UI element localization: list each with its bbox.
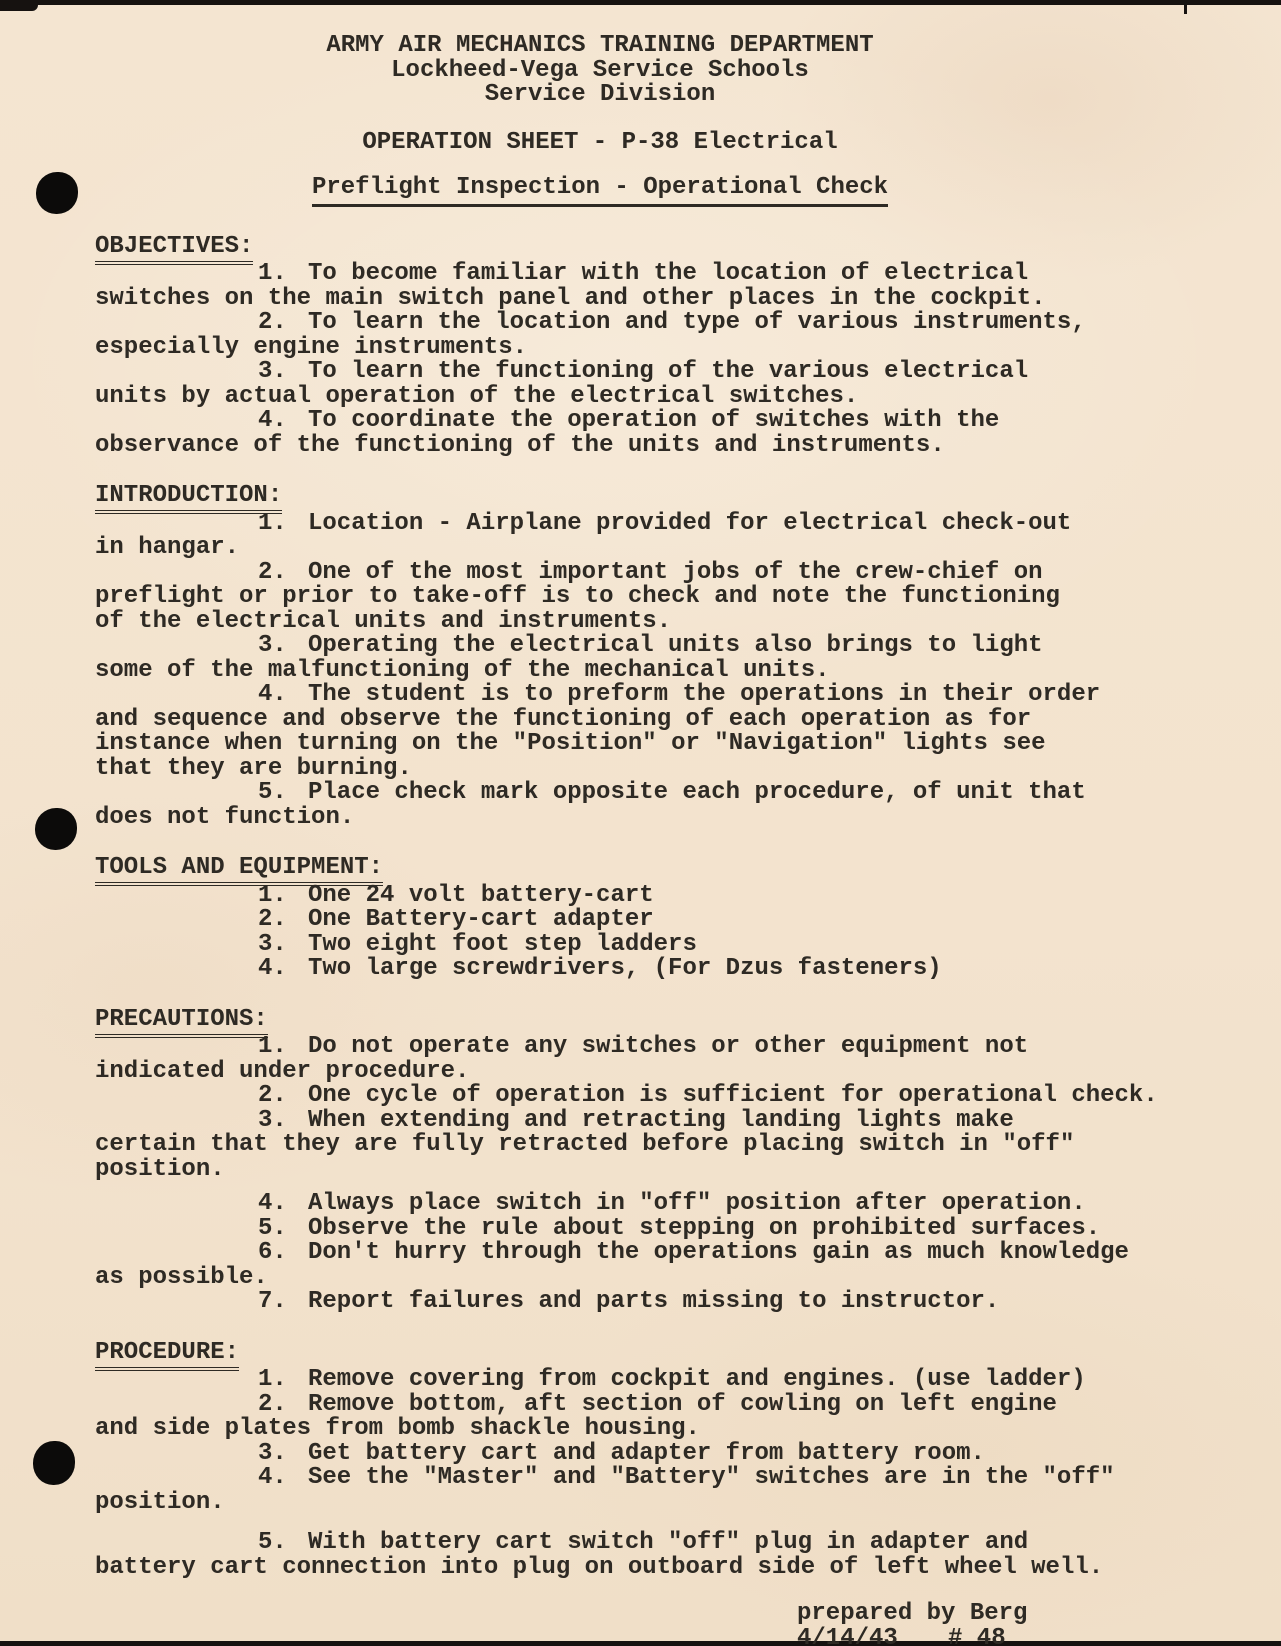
list-item	[95, 360, 1165, 409]
text-line	[95, 930, 1165, 958]
text-line	[95, 1390, 1165, 1418]
item-text: Always place switch in "off" position after operation.	[308, 1190, 1086, 1217]
item-number: 2.	[258, 906, 287, 933]
text-line	[95, 908, 1165, 933]
document-title: OPERATION SHEET - P-38 Electrical	[362, 128, 838, 156]
list-item	[95, 957, 1165, 982]
list-item	[95, 1241, 1165, 1290]
section-heading	[95, 1005, 1165, 1033]
list-item	[95, 1214, 1165, 1242]
text-line	[95, 311, 1165, 336]
section-precautions	[95, 1005, 1165, 1315]
item-number: 1.	[258, 1033, 287, 1060]
text-line	[95, 1192, 1165, 1217]
scan-edge-top-left	[0, 0, 38, 11]
item-number: 4.	[258, 681, 287, 708]
document-content	[95, 34, 1165, 1646]
text-line: instance when turning on the "Position" or "Navigation" lights see	[95, 730, 1046, 757]
item-number: 2.	[258, 1390, 287, 1418]
item-text: One cycle of operation is sufficient for operational check.	[308, 1082, 1158, 1109]
item-number: 2.	[258, 558, 287, 586]
item-text: Report failures and parts missing to instructor.	[308, 1288, 1000, 1315]
list-item	[95, 881, 1165, 909]
list-item	[95, 262, 1165, 311]
item-text: Two large screwdrivers, (For Dzus fasteners)	[308, 955, 942, 982]
list-item	[95, 509, 1165, 561]
list-item	[95, 1439, 1165, 1467]
text-line: units by actual operation of the electrical switches.	[95, 382, 859, 410]
item-number: 1.	[258, 1366, 287, 1393]
list-item	[95, 634, 1165, 683]
section-introduction	[95, 484, 1165, 830]
text-line: that they are burning.	[95, 754, 412, 782]
item-number: 1.	[258, 260, 287, 287]
item-text: The student is to preform the operations in their order	[308, 681, 1101, 708]
item-number: 4.	[258, 407, 287, 434]
item-number: 4.	[258, 1464, 287, 1491]
item-text: Two eight foot step ladders	[308, 930, 697, 958]
list-item	[95, 1106, 1165, 1183]
text-line	[95, 360, 1165, 385]
text-line	[95, 683, 1165, 708]
item-number: 3.	[258, 1106, 287, 1134]
org-line-division: Service Division	[484, 81, 716, 108]
item-number: 3.	[258, 930, 287, 958]
footer-line2	[797, 1624, 1165, 1646]
section-heading-text: PRECAUTIONS:	[95, 1006, 268, 1038]
section-tools-and-equipment	[95, 856, 1165, 982]
text-line	[95, 409, 1165, 434]
section-heading	[95, 1338, 1165, 1366]
text-line	[95, 1214, 1165, 1242]
text-line	[95, 881, 1165, 909]
item-text: To coordinate the operation of switches with the	[308, 407, 1000, 434]
item-number: 1.	[258, 509, 287, 537]
document-footer	[797, 1602, 1165, 1646]
item-text: Location - Airplane provided for electrical check-out	[308, 509, 1072, 537]
item-text: With battery cart switch "off" plug in adapter and	[308, 1529, 1029, 1556]
item-text: One 24 volt battery-cart	[308, 881, 654, 909]
text-line	[95, 1439, 1165, 1467]
list-item	[95, 558, 1165, 635]
list-item	[95, 1466, 1165, 1515]
item-number: 4.	[258, 1190, 287, 1217]
item-text: Get battery cart and adapter from battery room.	[308, 1439, 985, 1467]
list-item	[95, 908, 1165, 933]
text-line	[95, 262, 1165, 287]
text-line	[95, 1035, 1165, 1060]
item-number: 2.	[258, 309, 287, 336]
item-text: One Battery-cart adapter	[308, 906, 654, 933]
date: 4/14/43	[797, 1624, 898, 1646]
item-number: 3.	[258, 632, 287, 659]
scan-edge-tick	[1184, 0, 1187, 14]
text-line: and sequence and observe the functioning of each operation as for	[95, 705, 1032, 733]
text-line: battery cart connection into plug on outboard side of left wheel well.	[95, 1553, 1104, 1581]
item-text: When extending and retracting landing lights make	[308, 1106, 1014, 1134]
text-line: of the electrical units and instruments.	[95, 607, 672, 635]
text-line	[95, 1106, 1165, 1134]
text-line: and side plates from bomb shackle housing.	[95, 1415, 700, 1442]
list-item	[95, 1290, 1165, 1315]
text-line	[95, 781, 1165, 806]
text-line: does not function.	[95, 803, 355, 831]
list-item	[95, 1368, 1165, 1393]
item-number: 4.	[258, 955, 287, 982]
hole-punch-middle	[35, 808, 77, 850]
list-item	[95, 1192, 1165, 1217]
section-heading-text: PROCEDURE:	[95, 1339, 239, 1371]
section-procedure	[95, 1338, 1165, 1581]
item-text: See the "Master" and "Battery" switches are in the "off"	[308, 1464, 1115, 1491]
sections	[95, 232, 1165, 1581]
list-item	[95, 683, 1165, 781]
text-line: position.	[95, 1155, 225, 1183]
section-heading	[95, 484, 1165, 509]
list-item	[95, 1035, 1165, 1084]
text-line: switches on the main switch panel and other places in the cockpit.	[95, 284, 1046, 312]
text-line	[95, 1466, 1165, 1491]
text-line	[95, 558, 1165, 586]
section-heading	[95, 856, 1165, 881]
item-text: Remove bottom, aft section of cowling on left engine	[308, 1390, 1057, 1418]
item-number: 5.	[258, 1529, 287, 1556]
item-number: 3.	[258, 1439, 287, 1467]
item-number: 7.	[258, 1288, 287, 1315]
text-line: certain that they are fully retracted before placing switch in "off"	[95, 1131, 1075, 1158]
list-item	[95, 930, 1165, 958]
item-text: One of the most important jobs of the crew-chief on	[308, 558, 1043, 586]
org-line-school: Lockheed-Vega Service Schools	[391, 56, 809, 84]
list-item	[95, 1084, 1165, 1109]
text-line	[95, 1084, 1165, 1109]
item-number: 1.	[258, 881, 287, 909]
section-objectives	[95, 232, 1165, 459]
subtitle-row	[95, 176, 1105, 201]
text-line: position.	[95, 1488, 225, 1516]
text-line: preflight or prior to take-off is to check and note the functioning	[95, 583, 1060, 610]
list-item	[95, 1531, 1165, 1580]
item-text: To learn the functioning of the various electrical	[308, 358, 1029, 385]
list-item	[95, 311, 1165, 360]
section-heading-text: OBJECTIVES:	[95, 233, 253, 265]
text-line: especially engine instruments.	[95, 333, 528, 361]
item-text: Observe the rule about stepping on prohibited surfaces.	[308, 1214, 1101, 1242]
text-line: in hangar.	[95, 534, 240, 561]
item-text: Do not operate any switches or other equipment not	[308, 1033, 1029, 1060]
item-text: To learn the location and type of various instruments,	[308, 309, 1086, 336]
item-number: 5.	[258, 779, 287, 806]
text-line	[95, 509, 1165, 537]
section-heading	[95, 232, 1165, 260]
scan-edge-top	[0, 0, 1281, 5]
prepared-by: prepared by Berg	[797, 1600, 1028, 1627]
list-item	[95, 781, 1165, 830]
item-text: Remove covering from cockpit and engines. (use ladder)	[308, 1366, 1086, 1393]
title-row	[95, 128, 1105, 156]
text-line	[95, 1290, 1165, 1315]
section-heading-text: INTRODUCTION:	[95, 482, 282, 514]
text-line	[95, 1241, 1165, 1266]
text-line: some of the malfunctioning of the mechanical units.	[95, 656, 830, 684]
sheet-number: # 48	[948, 1624, 1006, 1646]
hole-punch-top	[36, 172, 78, 214]
list-item	[95, 1390, 1165, 1442]
text-line	[95, 1368, 1165, 1393]
text-line: as possible.	[95, 1263, 268, 1291]
list-item	[95, 409, 1165, 458]
text-line	[95, 634, 1165, 659]
item-number: 5.	[258, 1214, 287, 1242]
text-line: observance of the functioning of the units and instruments.	[95, 431, 945, 459]
item-text: Operating the electrical units also brings to light	[308, 632, 1043, 659]
document-subtitle: Preflight Inspection - Operational Check	[312, 174, 888, 207]
text-line	[95, 1531, 1165, 1556]
item-text: Place check mark opposite each procedure, of unit that	[308, 779, 1086, 806]
item-text: To become familiar with the location of electrical	[308, 260, 1029, 287]
hole-punch-bottom	[33, 1441, 75, 1485]
item-number: 3.	[258, 358, 287, 385]
item-text: Don't hurry through the operations gain as much knowledge	[308, 1239, 1129, 1266]
item-number: 6.	[258, 1239, 287, 1266]
item-number: 2.	[258, 1082, 287, 1109]
text-line	[95, 957, 1165, 982]
document-header	[95, 34, 1105, 108]
org-line-department: ARMY AIR MECHANICS TRAINING DEPARTMENT	[326, 32, 874, 59]
section-heading-text: TOOLS AND EQUIPMENT:	[95, 854, 383, 886]
text-line: indicated under procedure.	[95, 1057, 470, 1085]
